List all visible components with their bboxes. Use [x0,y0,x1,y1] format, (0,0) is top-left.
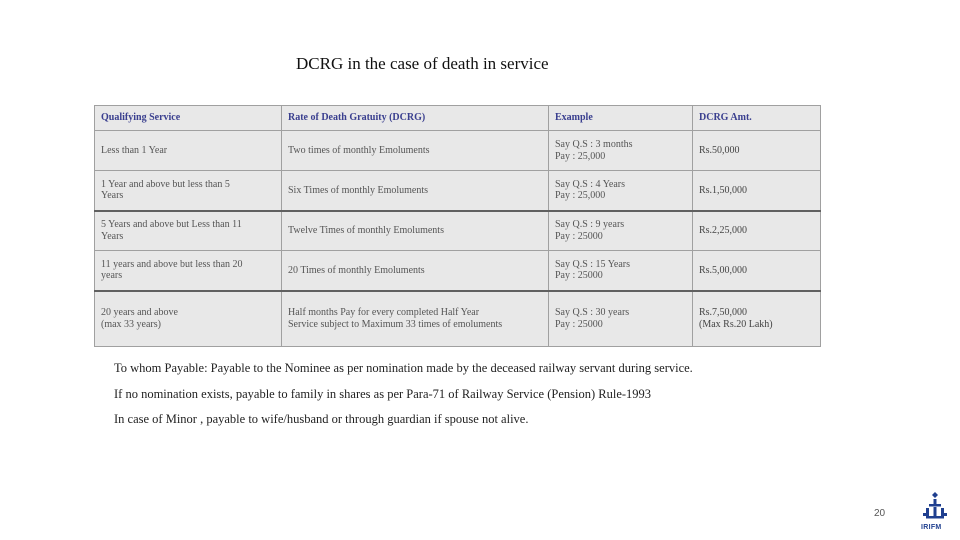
cell-amount: Rs.7,50,000 (Max Rs.20 Lakh) [693,291,821,347]
cell-rate: Twelve Times of monthly Emoluments [282,211,549,251]
header-dcrg-amount: DCRG Amt. [693,106,821,131]
cell-example: Say Q.S : 15 Years Pay : 25000 [549,251,693,291]
note-to-whom-payable: To whom Payable: Payable to the Nominee as per nomination made by the deceased railway servant during service. [114,361,693,375]
cell-rate: Half months Pay for every completed Half Year Service subject to Maximum 33 times of emoluments [282,291,549,347]
cell-rate: 20 Times of monthly Emoluments [282,251,549,291]
cell-amount: Rs.1,50,000 [693,171,821,211]
slide-title: DCRG in the case of death in service [296,54,549,73]
cell-qualifying-service: 1 Year and above but less than 5 Years [95,171,282,211]
table-row [95,131,821,171]
note-no-nomination: If no nomination exists, payable to family in shares as per Para-71 of Railway Service (Pension) Rule-1993 [114,386,652,401]
cell-amount: Rs.2,25,000 [693,211,821,251]
cell-amount: Rs.5,00,000 [693,251,821,291]
page-number: 20 [874,508,886,519]
cell-qualifying-service: 11 years and above but less than 20 years [95,251,282,291]
cell-example: Say Q.S : 9 years Pay : 25000 [549,211,693,251]
cell-rate: Six Times of monthly Emoluments [282,171,549,211]
logo-text: IRIFM [921,524,942,531]
cell-example: Say Q.S : 4 Years Pay : 25,000 [549,171,693,211]
dcrg-table [94,105,821,347]
table-header-row [95,106,821,131]
cell-amount: Rs.50,000 [693,131,821,171]
cell-example: Say Q.S : 30 years Pay : 25000 [549,291,693,347]
header-qualifying-service: Qualifying Service [95,106,282,131]
cell-rate: Two times of monthly Emoluments [282,131,549,171]
cell-qualifying-service: 20 years and above (max 33 years) [95,291,282,347]
notes [114,362,693,439]
cell-qualifying-service: Less than 1 Year [95,131,282,171]
header-rate-of-death-gratuity: Rate of Death Gratuity (DCRG) [282,106,549,131]
note-minor: In case of Minor , payable to wife/husband or through guardian if spouse not alive. [114,412,529,426]
table-row [95,211,821,251]
cell-example: Say Q.S : 3 months Pay : 25,000 [549,131,693,171]
header-example: Example [549,106,693,131]
table-row [95,171,821,211]
cell-qualifying-service: 5 Years and above but Less than 11 Years [95,211,282,251]
table-row [95,291,821,347]
table-row [95,251,821,291]
